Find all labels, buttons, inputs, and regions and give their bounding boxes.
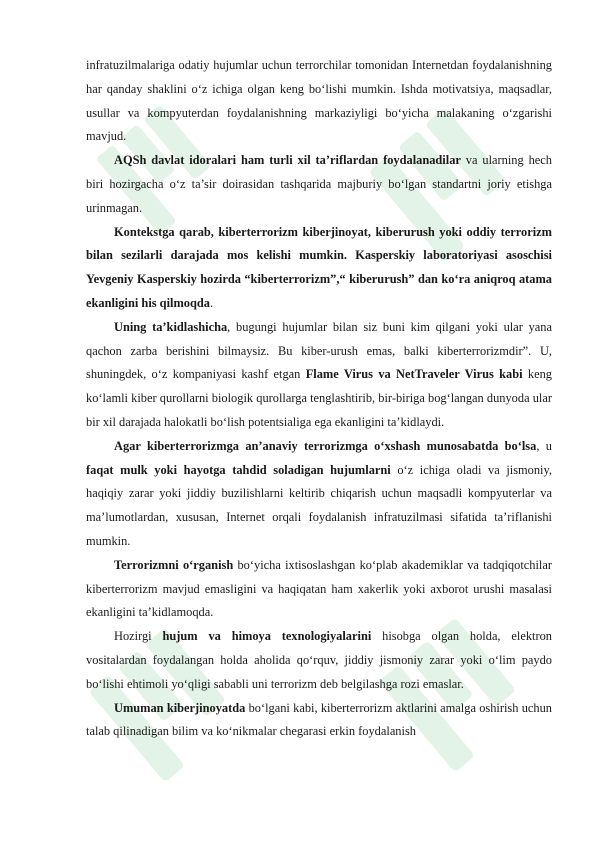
bold-text: Flame Virus va NetTraveler Virus kabi [305, 367, 523, 382]
text-run: bo‘lgani kabi, kiberterrorizm aktlarini amalga oshirish uchun talab qilinadigan bilim va ko‘nikmalar chegarasi erkin foydalanish [86, 700, 552, 739]
paragraph [86, 54, 552, 149]
text-run: hisobga olgan holda, elektron vositalardan foydalangan holda aholida qo‘rquv, jiddiy jismoniy zarar yoki o‘lim paydo bo‘lishi ehtimoli yo‘qligi sababli uni terrorizm deb belgilashga rozi emaslar. [86, 629, 552, 691]
bold-text: Terrorizmni o‘rganish [114, 557, 234, 572]
paragraph [86, 554, 552, 625]
text-run: Hozirgi [114, 629, 163, 644]
bold-text: Kontekstga qarab, kiberterrorizm kiberjinoyat, kiberurush yoki oddiy terrorizm bilan sezilarli darajada mos kelishi mumkin. Kasperskiy laboratoriyasi asoschisi Yevgeniy Kasperskiy hozirda “kiberterrorizm”,“ kiberurush” dan ko‘ra aniqroq atama ekanligini his qilmoqda [86, 224, 552, 310]
text-run: , u [536, 438, 552, 453]
text-run: bo‘yicha ixtisoslashgan ko‘plab akademiklar va tadqiqotchilar kiberterrorizm mavjud emasligini va haqiqatan ham xakerlik yoki axborot urushi masalasi ekanligini ta’kidlamoqda. [86, 557, 552, 620]
paragraph [86, 435, 552, 554]
paragraph [86, 697, 552, 745]
text-run: , bugungi hujumlar bilan siz buni kim qilgani yoki ular yana qachon zarba berishini bilmaysiz. Bu kiber-urush emas, balki kiberterrorizmdir”. U, shuningdek, o‘z kompaniyasi kashf etgan [86, 319, 552, 382]
text-run: o‘z ichiga oladi va jismoniy, haqiqiy zarar yoki jiddiy buzilishlarni keltirib chiqarish uchun maqsadli kompyuterlar va ma’lumotlardan, xususan, Internet orqali foydalanish infratuzilmasi sifatida ta’riflanishi mumkin. [86, 462, 552, 548]
bold-text: Uning ta’kidlashicha [114, 319, 228, 334]
paragraph [86, 149, 552, 220]
bold-text: Umuman kiberjinoyatda [114, 700, 246, 715]
paragraph [86, 221, 552, 316]
paragraph [86, 625, 552, 696]
text-run: va ularning hech biri hozirgacha o‘z ta’sir doirasidan tashqarida majburiy bo‘lgan standartni joriy etishga urinmagan. [86, 153, 552, 215]
text-run: infratuzilmalariga odatiy hujumlar uchun terrorchilar tomonidan Internetdan foydalanishning har qanday shaklini o‘z ichiga olgan keng bo‘lishi mumkin. Ishda motivatsiya, maqsadlar, usullar va kompyuterdan foydalanishning markaziyligi bo‘yicha malakaning o‘zgarishi mavjud. [86, 58, 552, 144]
text-run: keng ko‘lamli kiber qurollarni biologik qurollarga tenglashtirib, bir-biriga bog‘langan dunyoda ular bir xil darajada halokatli bo‘lish potentsialiga ega ekanligini ta’kidlaydi. [86, 367, 552, 429]
text-run: . [209, 295, 214, 310]
bold-text: Agar kiberterrorizmga an’anaviy terrorizmga o‘xshash munosabatda bo‘lsa [114, 438, 537, 453]
body-text [86, 54, 552, 744]
paragraph [86, 316, 552, 435]
bold-text: faqat mulk yoki hayotga tahdid soladigan hujumlarni [86, 462, 391, 477]
bold-text: hujum va himoya texnologiyalarini [162, 629, 372, 644]
bold-text: AQSh davlat idoralari ham turli xil ta’riflardan foydalanadilar [114, 153, 461, 168]
